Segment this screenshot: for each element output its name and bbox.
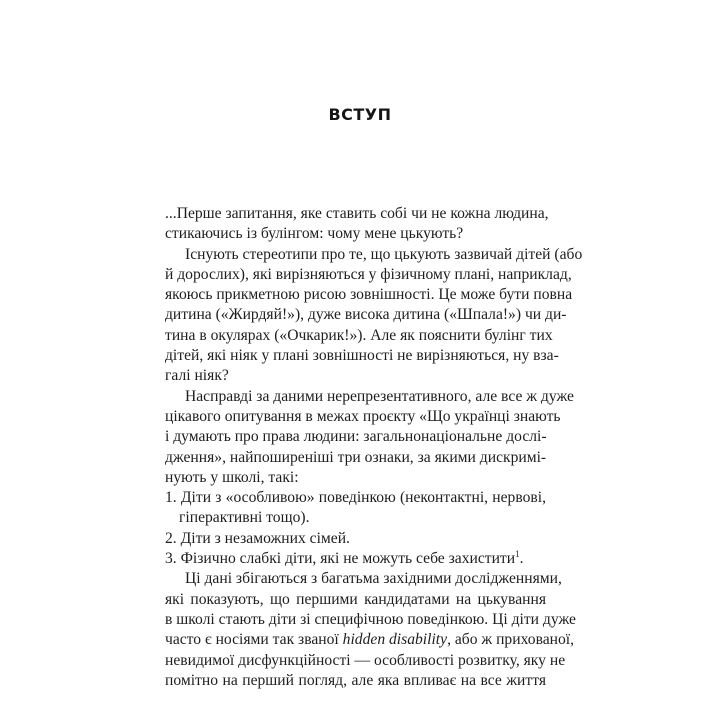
text-line: якоюсь прикметною рисою зовнішності. Це може бути повна [165, 286, 573, 304]
list-item-1-continuation: гіперактивні тощо). [179, 509, 310, 527]
list-item-1: 1. Діти з «особливою» поведінкою (неконтактні, нервові, [165, 489, 546, 507]
text-segment: , або ж прихованої, [447, 631, 575, 649]
text-line: тина в окулярах («Очкарик!»). Але як пояснити булінг тих [165, 326, 553, 344]
text-line: ...Перше запитання, яке ставить собі чи не кожна людина, [165, 205, 549, 222]
text-line: невидимої дисфункційності — особливості розвитку, яку не [165, 651, 566, 669]
list-item-3-text: 3. Фізично слабкі діти, які не можуть себе захистити [165, 550, 516, 568]
footnote-marker[interactable]: 1 [515, 549, 520, 560]
text-line: і думають про права людини: загальнонаціональне дослі- [165, 428, 547, 446]
text-line [165, 630, 575, 650]
text-line: помітно на перший погляд, але яка впливає на все життя [165, 671, 546, 689]
text-line: Насправді за даними нерепрезентативного, але все ж дуже [185, 387, 574, 405]
text-segment: часто є носіями так званої [165, 631, 343, 649]
text-line: дитина («Жирдяй!»), дуже висока дитина («Шпала!») чи ди- [165, 306, 567, 324]
list-item-3-period: . [519, 550, 524, 568]
text-line: цікавого опитування в межах проєкту «Що українці знають [165, 407, 561, 425]
list-item-2: 2. Діти з незаможних сімей. [165, 529, 350, 547]
text-line: дітей, які ніяк у плані зовнішності не вирізняються, ну вза- [165, 347, 559, 365]
text-line: нують у школі, такі: [165, 468, 299, 486]
text-line: Існують стереотипи про те, що цькують зазвичай дітей (або [185, 245, 583, 263]
text-line: які показують, що першими кандидатами на цькування [165, 590, 546, 608]
italic-term: hidden disability [342, 631, 448, 649]
text-line: галі ніяк? [165, 367, 229, 385]
text-line: в школі стають діти зі специфічною поведінкою. Ці діти дуже [165, 610, 576, 628]
text-line: дження», найпоширеніші три ознаки, за якими дискримі- [165, 448, 547, 466]
text-line: й дорослих), які вирізняються у фізичному плані, наприклад, [165, 265, 572, 283]
body-text [165, 204, 583, 691]
chapter-title: ВСТУП [328, 105, 392, 124]
text-line: стикаючись із булінгом: чому мене цькують? [165, 225, 464, 243]
list-item-3 [165, 549, 546, 569]
text-line: Ці дані збігаються з багатьма західними дослідженнями, [185, 570, 562, 588]
